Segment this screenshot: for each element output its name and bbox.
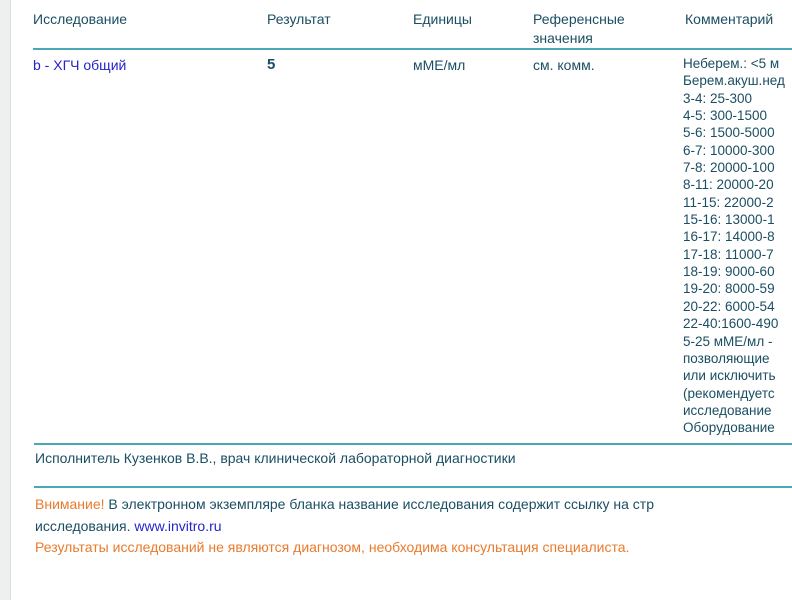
header-divider-line — [33, 48, 792, 50]
comment-line: Берем.акуш.нед — [683, 73, 785, 89]
executor-line: Исполнитель Кузенков В.В., врач клинической лабораторной диагностики — [35, 450, 516, 466]
comment-line: 22-40:1600-490 — [683, 316, 779, 332]
comment-line: 8-11: 20000-20 — [683, 177, 774, 193]
comment-line: 6-7: 10000-300 — [683, 142, 775, 158]
units-value: мМЕ/мл — [413, 57, 466, 73]
attention-line — [35, 494, 792, 516]
comment-line: 17-18: 11000-7 — [683, 246, 774, 262]
comment-line: позволяющие — [683, 350, 770, 366]
comment-line: 11-15: 22000-2 — [683, 194, 774, 210]
study-name-text[interactable]: b - ХГЧ общий — [33, 57, 127, 73]
comment-line: 18-19: 9000-60 — [683, 264, 775, 280]
comment-line: 15-16: 13000-1 — [683, 212, 775, 228]
comment-column — [683, 55, 792, 437]
attention-label: Внимание! — [35, 496, 105, 512]
comment-line: 20-22: 6000-54 — [683, 298, 775, 314]
comment-line: (рекомендуетс — [683, 385, 775, 401]
site-line — [35, 516, 792, 538]
comment-line: 4-5: 300-1500 — [683, 108, 768, 124]
footer-notice — [35, 494, 792, 559]
column-header-comment: Комментарий — [685, 11, 774, 27]
comment-line: или исключить — [683, 368, 776, 384]
table-bottom-line — [34, 443, 792, 445]
page-left-edge — [0, 0, 11, 600]
attention-text: В электронном экземпляре бланка название исследования содержит ссылку на стр — [104, 496, 655, 512]
column-header-units: Единицы — [413, 11, 472, 27]
column-header-study: Исследование — [33, 11, 128, 27]
comment-line: 5-6: 1500-5000 — [683, 125, 775, 141]
comment-line: 16-17: 14000-8 — [683, 229, 775, 245]
study-name-link[interactable] — [33, 56, 126, 74]
comment-line: 5-25 мМЕ/мл - — [683, 333, 773, 349]
comment-line: 3-4: 25-300 — [683, 90, 753, 106]
footer-divider-line — [34, 486, 792, 488]
comment-line: 7-8: 20000-100 — [683, 160, 775, 176]
reference-value: см. комм. — [533, 57, 595, 73]
result-value: 5 — [267, 56, 276, 73]
column-header-result: Результат — [267, 11, 331, 27]
comment-line: 19-20: 8000-59 — [683, 281, 775, 297]
disclaimer-line: Результаты исследований не являются диагнозом, необходима консультация специалиста. — [35, 539, 630, 555]
comment-line: исследование — [683, 402, 772, 418]
column-header-reference: Референсные значения — [533, 11, 625, 46]
comment-line: Неберем.: <5 м — [683, 56, 780, 71]
invitro-link[interactable]: www.invitro.ru — [134, 517, 222, 534]
comment-line: Оборудование — [683, 420, 775, 436]
site-line-prefix: исследования. — [35, 517, 135, 534]
